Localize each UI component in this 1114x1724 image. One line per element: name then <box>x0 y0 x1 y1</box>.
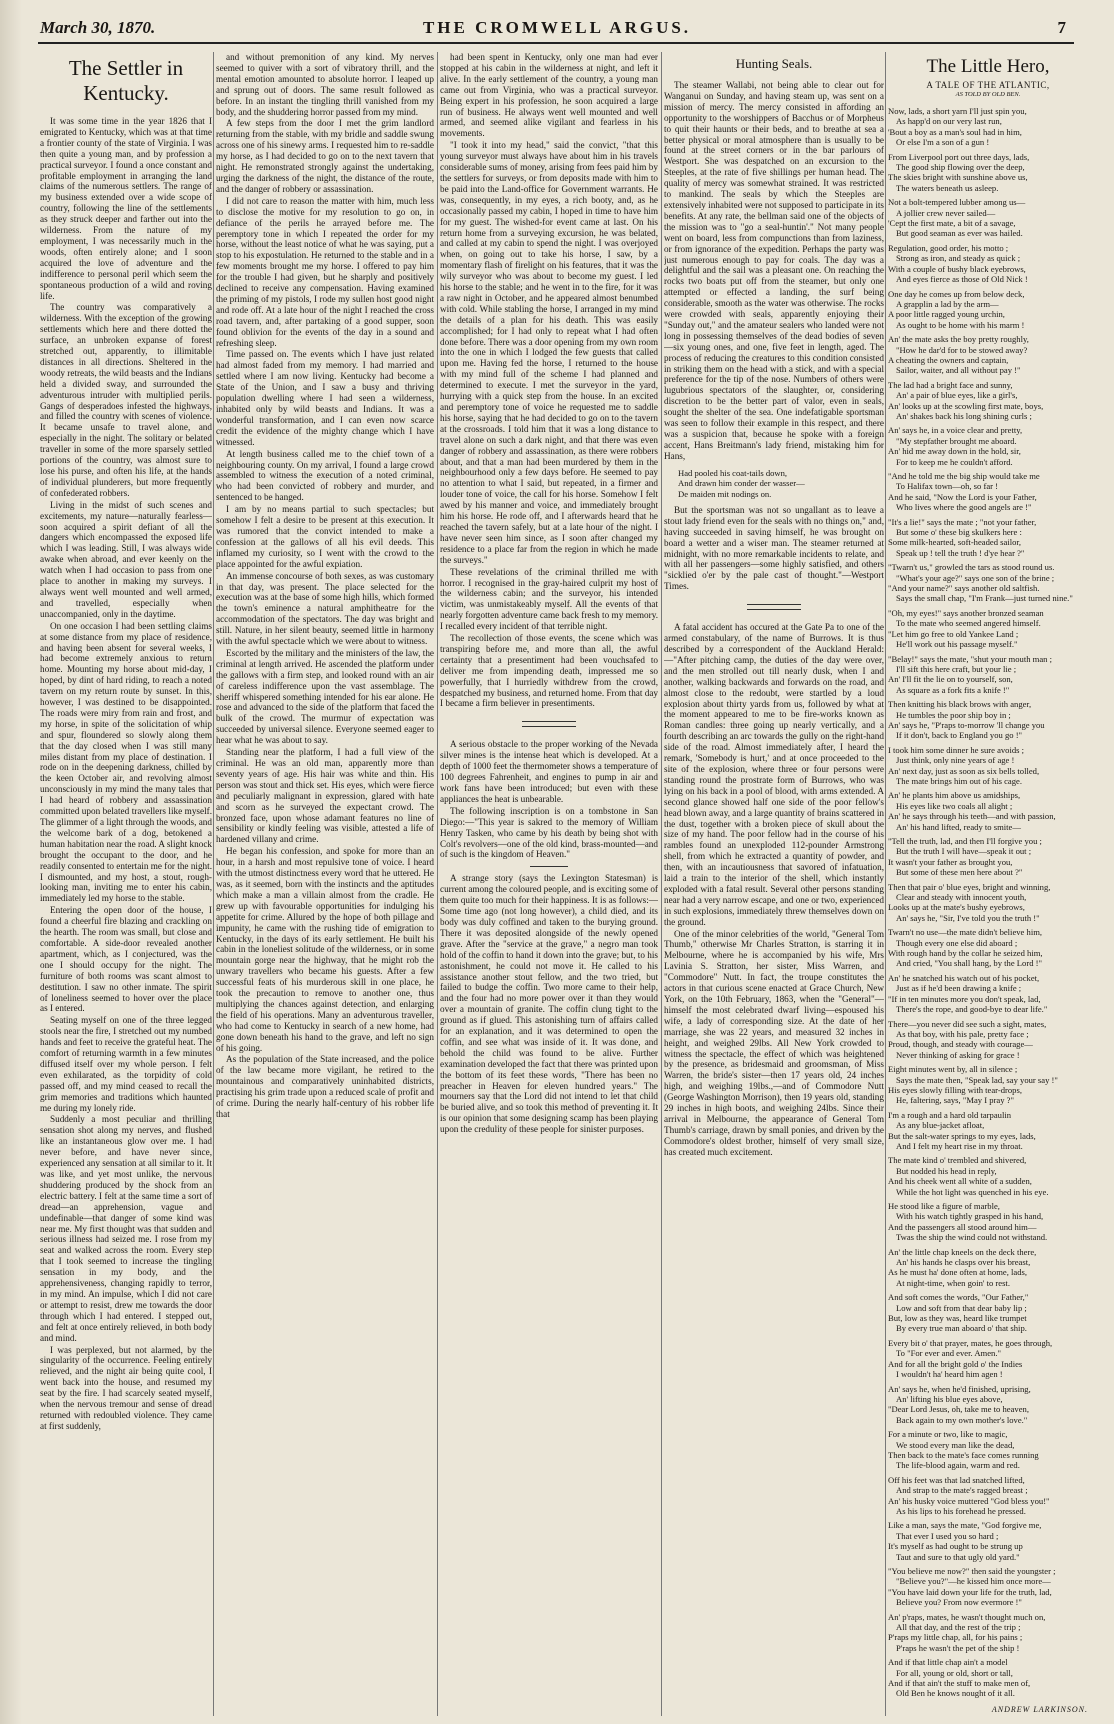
verse-line: And cried, "You shall hang, by the Lord !" <box>896 958 1043 969</box>
verse-line: An' lifting his blue eyes above, <box>896 1393 1003 1404</box>
verse-line: Eight minutes went by, all in silence ; <box>888 1064 1018 1075</box>
verse-line: Believe you? From now evermore !" <box>896 1597 1022 1608</box>
verse-line: There's the rope, and good-bye to dear life." <box>896 1004 1048 1015</box>
verse-line: At night-time, when goin' to rest. <box>896 1277 1010 1288</box>
verse-line: An' looks up at the scowling first mate, boys, <box>888 400 1044 411</box>
verse-line: Strong as iron, and steady as quick ; <box>896 253 1021 264</box>
poem-byline: AS TOLD BY OLD BEN. <box>955 91 1021 98</box>
seals-body <box>664 80 884 462</box>
paragraph: The following inscription is on a tombstone in San Diego:—"This year is sakred to the memory of William Henry Tasken, who came by his death by being shot with Colt's revolvers—one of the old kind, brass-mounted—and of such is the kingdom of Heaven." <box>440 805 658 860</box>
verse-line: "What's your age?" says one son of the brine ; <box>896 572 1055 583</box>
verse-line: Though every one else did aboard ; <box>896 937 1018 948</box>
stanza <box>888 790 1088 832</box>
stanza <box>888 1110 1088 1152</box>
verse-line: The skies bright with sunshine above us, <box>888 172 1028 183</box>
verse-line: If it don't, back to England you go !" <box>896 730 1023 741</box>
column-rule <box>661 52 662 1716</box>
poem-body <box>888 106 1088 1699</box>
stanza <box>888 334 1088 376</box>
stanza <box>888 243 1088 285</box>
verse-line: I wouldn't ha' heard him agen ! <box>896 1369 1003 1380</box>
verse-line: For to keep me he couldn't afford. <box>896 456 1013 467</box>
verse-line: Or else I'm a son of a gun ! <box>896 137 990 148</box>
verse-line: We stood every man like the dead, <box>896 1439 1015 1450</box>
verse-line: Every bit o' that prayer, mates, he goes through, <box>888 1337 1053 1348</box>
verse-line: I'll sift this here craft, but your lie ; <box>896 663 1017 674</box>
short-rule <box>530 866 568 867</box>
verse-line: And for all the bright gold o' the Indies <box>888 1358 1023 1369</box>
paragraph: At length business called me to the chief town of a neighbouring county. On my arrival, I found a large crowd assembled to witness the execution of a noted criminal, who had been convicted of robbery and murder, and sentenced to be hanged. <box>216 448 434 503</box>
stanza <box>888 1384 1088 1426</box>
verse-line: An' a pair of blue eyes, like a girl's, <box>896 390 1018 401</box>
verse-line: "Oh, my eyes!" says another bronzed seaman <box>888 607 1044 618</box>
paragraph: On one occasion I had been settling claims at some distance from my place of residence, and having been absent for several weeks, I had become extremely anxious to return home. Mounting my horse about mid-day, I hoped, by dint of hard riding, to reach a noted tavern on my return route by sunset. In this, however, I was destined to be disappointed. The roads were miry from rain and frost, and my horse, in spite of the solicitation of whip and spur, floundered so slowly along them that the day closed when I was still many miles distant from my place of destination. I rode on in the deepening darkness, chilled by the keen October air, and revolving almost unconsciously in my mind the many tales that I had heard of robbery and assassination committed upon belated travellers like myself. The glimmer of a light through the woods, and the welcome bark of a dog, betokened a human habitation near the road. A slight knock brought the occupant to the door, and he readily consented to entertain me for the night. I dismounted, and my host, a stout, rough-looking man, inviting me to enter his cabin, immediately led my horse to the stable. <box>40 620 212 904</box>
verse-line: An' his husky voice muttered "God bless you!" <box>888 1495 1050 1506</box>
verse-line: To "For ever and ever. Amen." <box>896 1348 1001 1359</box>
stanza <box>888 1019 1088 1061</box>
stanza <box>888 106 1088 148</box>
verse-line: Regulation, good order, his motto ; <box>888 242 1009 253</box>
verse-line: Who lives where the good angels are !" <box>896 502 1032 513</box>
verse-line: But some o' these big skulkers here : <box>896 527 1022 538</box>
verse-line: Sailor, waiter, and all without pay !" <box>896 365 1021 376</box>
verse-line: Now, lads, a short yarn I'll just spin you, <box>888 106 1027 116</box>
paragraph: The country was comparatively a wilderness. With the exception of the growing settlements which here and there dotted the surface, an unbroken expanse of forest stretched out, apparently, to illimitable distances in all directions. Sheltered in the woody retreats, the wild beasts and the Indians held a divided sway, and surrounded the adventurous intruder with multiplied perils. Gangs of desperadoes infested the highways, and filled the country with scenes of violence. It became unsafe to travel alone, and especially in the night. The solitary or belated traveller in some of the more sparsely settled portions of the country, was almost sure to lose his purse, and often his life, at the hands of individual plunderers, but more frequently of confederated robbers. <box>40 302 212 498</box>
story-title-settler: The Settler in Kentucky. <box>68 56 184 105</box>
verse-line: And drawn him conder der wasser— <box>678 478 805 489</box>
verse-line: Not a bolt-tempered lubber among us— <box>888 197 1026 208</box>
verse-line: An' the little chap kneels on the deck there, <box>888 1246 1037 1257</box>
paragraph: The steamer Wallabi, not being able to clear out for Wanganui on Sunday, and having steam up, was sent on a mission of mercy. The mercy consisted in affording an opportunity to the worshippers of Bacchus or of Morpheus to quit their haunts or their beds, and to breathe at sea a better physical or moral atmosphere than is usually to be found at the street corners or in the bar parlours of Westport. She was despatched on an excursion to the Steeples, at the rate of five shillings per human head. The quality of mercy was somewhat strained. It was restricted to mankind. The seals by which the Steeples are extensively inhabited were not supposed to participate in its benefits. At any rate, the bellman said one of the objects of the mission was to "go a seal-huntin'." Not many people went on board, less from compunctions than from laziness, or from ignorance of the expedition. Perhaps the party was just numerous enough to pay for coals. The day was a delightful and the sail was a pleasant one. On reaching the rocks two boats put off from the steamer, but only one attempted or effected a landing, the surf being considerable, smooth as the water was otherwise. The rocks were crowded with seals, apparently enjoying their "Sunday out," and the amateur sealers who landed were not long in possessing themselves of the dead bodies of seven—six young ones, and one, five feet in length, aged. The process of reducing the creatures to this condition consisted in striking them on the head with a stick, and with a special preference for the tip of the nose. Numbers of others were lugubrious spectators of the slaughter, or, considering discretion to be the better part of valor, even in seals, sought the shelter of the sea. One indefatigable sportsman was seen to follow their example in this respect, and there was a suspicion that, because he spoke with a foreign accent, Hans Breitmann's lady friend, mistaking him for Hans, <box>664 80 884 461</box>
stanza <box>888 471 1088 513</box>
paragraph: The recollection of those events, the scene which was transpiring before me, and more than all, the awful certainty that a presentiment had been vouchsafed to deliver me from impending death, impressed me so powerfully, that I hurriedly withdrew from the crowd, despatched my business, and returned home. From that day I became a firm believer in presentiments. <box>440 633 658 709</box>
verse-line: His eyes slowly filling with tear-drops, <box>888 1084 1022 1095</box>
verse-line: An' p'raps, mates, he wasn't thought much on, <box>888 1611 1046 1622</box>
verse-line: Just as if he'd been drawing a knife ; <box>896 983 1022 994</box>
column-1 <box>40 52 212 1716</box>
verse-line: By every true man aboard o' that ship. <box>896 1323 1027 1334</box>
verse-line: "And your name?" says another old saltfish. <box>888 583 1040 594</box>
nevada-item <box>440 739 658 860</box>
verse-line: The waters beneath us asleep. <box>896 182 999 193</box>
stanza <box>888 973 1088 1015</box>
verse-line: An' says he, "Sir, I've told you the truth !" <box>896 912 1040 923</box>
verse-line: It's myself as had ought to be strung up <box>888 1541 1023 1552</box>
verse-line: As happ'd on our very last run, <box>896 116 1002 127</box>
paragraph: had been spent in Kentucky, only one man had ever stopped at his cabin in the wilderness at night, and left it alive. In the early settlement of the country, a young man came out from Virginia, who was a practical surveyor. Being expert in his profession, he soon acquired a large run of business. He always went well mounted and well armed, and seemed alike vigilant and fearless in his movements. <box>440 52 658 139</box>
paragraph: An immense concourse of both sexes, as was customary in that day, was present. The place selected for the execution was at the base of some high hills, which formed the town's eminence a natural amphitheatre for the accommodation of the spectators. The day was bright and still. Nature, in her silent beauty, seemed little in harmony with the awful spectacle which we were about to witness. <box>216 570 434 647</box>
verse-line: "My stepfather brought me aboard. <box>896 435 1017 446</box>
poem-title: The Little Hero, <box>926 56 1050 77</box>
verse-line: I'm a rough and a hard old tarpaulin <box>888 1109 1012 1120</box>
stanza <box>888 1566 1088 1608</box>
verse-line: P'raps he wasn't the pet of the ship ! <box>896 1642 1020 1653</box>
seals-verse <box>678 468 884 499</box>
verse-line: From Liverpool port out three days, lads, <box>888 151 1030 162</box>
issue-date: March 30, 1870. <box>40 18 156 37</box>
verse-line: A cheating the owners and captain, <box>888 354 1009 365</box>
verse-line: An' he snatched his watch out of his pocket, <box>888 972 1040 983</box>
verse-line: An' I'll fit the lie on to yourself, son, <box>888 674 1013 685</box>
verse-line: That ever I used you so hard ; <box>896 1530 999 1541</box>
verse-line: All that day, and the rest of the trip ; <box>896 1622 1021 1633</box>
verse-line: "Twarn't us," growled the tars as stood round us. <box>888 562 1055 573</box>
verse-line: An' he says through his teeth—and with passion, <box>888 811 1056 822</box>
paragraph: A few steps from the door I met the grim landlord returning from the stable, with my bridle and saddle swung across one of his sinewy arms. I requested him to re-saddle my horse, as I had decided to go on to the next tavern that night. He remonstrated strongly against the undertaking, urging the darkness of the night, the distance of the route, and the danger of robbery or assassination. <box>216 118 434 194</box>
verse-line: An' says he, "P'raps to-morrow 'll change you <box>888 719 1045 730</box>
verse-line: As his lips to his forehead he pressed. <box>896 1505 1026 1516</box>
paragraph: Suddenly a most peculiar and thrilling sensation shot along my nerves, and flushed like an instantaneous glow over me. I had never before, and have never since, experienced any sensation at all similar to it. It was like, and yet most unlike, the nervous shuddering produced by the shock from an electric battery. I felt at the same time a sort of dread—an apprehension, vague and undefinable—that danger of some kind was near me. My first thought was that sudden and serious illness had seized me. I rose from my seat and walked across the room. Every step that I took seemed to increase the tingling sensation in my body, and the apprehensiveness, changing rapidly to terror, in my mind. An impulse, which I did not care or attempt to resist, drew me towards the door through which I had entered. I stepped out, and felt at once entirely relieved, in both body and mind. <box>40 1114 212 1343</box>
lexington-item <box>440 873 658 1135</box>
paragraph: Entering the open door of the house, I found a cheerful fire blazing and crackling on the hearth. The room was small, but close and comfortable. A side-door revealed another apartment, which, as I conjectured, was the one I should occupy for the night. The furniture of both rooms was scant almost to destitution. I saw no other inmate. The spirit of loneliness seemed to hover over the place as I entered. <box>40 905 212 1014</box>
verse-line: As he must ha' done often at home, lads, <box>888 1267 1028 1278</box>
stanza <box>888 1612 1088 1654</box>
settler-continued <box>216 52 434 1120</box>
paragraph: Escorted by the military and the ministers of the law, the criminal at length arrived. He ascended the platform under the gallows with a firm step, and looked round with an air of careless indifference upon the vast assemblage. The sheriff whispered something intended for his ear alone. He rose and advanced to the side of the platform that faced the bulk of the crowd. The murmur of expectation was succeeded by universal silence. Everyone seemed eager to hear what he was about to say. <box>216 647 434 746</box>
verse-line: A jollier crew never sailed— <box>896 207 996 218</box>
stanza <box>888 1201 1088 1243</box>
paragraph: He began his confession, and spoke for more than an hour, in a harsh and most repulsive tone of voice. I heard with the utmost distinctness every word that he uttered. He was, as it seemed, born with the instincts and the aptitudes which make a man a villain almost from the cradle. He grew up with favourable opportunities for indulging his appetite for crime. Allured by the hope of both pillage and impunity, he came with the rushing tide of emigration to Kentucky, in the days of its early settlement. He built his cabin in the loneliest solitude of the wilderness, or in some mountain gorge near the highway, that he might rob the unwary travellers who became his guests. After a few successful feats of his murderous skill in one place, he took the precaution to remove to another one, thus multiplying the chances against detection, and enlarging the field of his operations. Many an adventurous traveller, who had come to Kentucky in search of a new home, had gone down beneath his hand to the grave, and left no sign of his going. <box>216 846 434 1053</box>
column-4 <box>664 52 884 1716</box>
verse-line: Then knitting his black brows with anger, <box>888 699 1032 710</box>
verse-line: An' hid me away down in the hold, sir, <box>888 446 1021 457</box>
verse-line: "If in ten minutes more you don't speak, lad, <box>888 993 1041 1004</box>
poem-subtitle: A TALE OF THE ATLANTIC, <box>926 80 1050 90</box>
stanza <box>888 152 1088 194</box>
stanza <box>888 1064 1088 1106</box>
verse-line: The mate brings him out of his cage. <box>896 775 1023 786</box>
verse-line: An' his hand lifted, ready to smite— <box>896 821 1021 832</box>
masthead-rule <box>38 42 1074 44</box>
section-break <box>522 721 576 727</box>
verse-line: But some of these men here about ?" <box>896 867 1023 878</box>
verse-line: An' next day, just as soon as six bells tolled, <box>888 765 1040 776</box>
verse-line: But, low as they was, heard like trumpet <box>888 1313 1027 1324</box>
verse-line: De maiden mit nodings on. <box>678 488 772 499</box>
verse-line: To the mate who seemed angered himself. <box>896 618 1041 629</box>
stanza <box>888 562 1088 604</box>
verse-line: His eyes like two coals all alight ; <box>896 800 1013 811</box>
stanza <box>888 654 1088 696</box>
stanza <box>888 1657 1088 1699</box>
verse-line: And eyes fierce as those of Old Nick ! <box>896 274 1028 285</box>
verse-line: An' shakes back his long shining curls ; <box>896 410 1032 421</box>
verse-line: "Tell the truth, lad, and then I'll forgive you ; <box>888 836 1042 846</box>
stanza <box>888 836 1088 878</box>
verse-line: A grapplin a lad by the arm— <box>896 298 999 309</box>
column-5 <box>888 52 1088 1716</box>
verse-line: While the hot light was quenched in his eye. <box>896 1186 1049 1197</box>
verse-line: He stood like a figure of marble, <box>888 1201 1000 1211</box>
stanza <box>888 745 1088 787</box>
verse-line: Off his feet was that lad snatched lifted, <box>888 1474 1025 1485</box>
verse-line: "Believe you?"—he kissed him once more— <box>896 1576 1051 1587</box>
verse-line: Clear and steady with innocent youth, <box>896 892 1027 903</box>
verse-line: Then back to the mate's face comes running <box>888 1449 1039 1460</box>
verse-line: The lad had a bright face and sunny, <box>888 379 1013 390</box>
paragraph: "I took it into my head," said the convict, "that this young surveyor must always have about him in his travels considerable sums of money, arising from fees paid him by the settlers for surveys, or from deposits made with him to be paid into the Land-office for Government warrants. He was, consequently, in my eyes, a rich booty, and, as he occasionally passed my cabin, I hoped in time to have him for my guest. The wished-for event came at last. On his return home from a surveying excursion, he was belated, and called at my cabin to spend the night. I was overjoyed when, on going out to take his horse, I saw, by a momentary flash of firelight on his features, that it was the wily surveyor who was about to become my guest. I led his horse to the stable; and he went in to the fire, for it was a raw night in October, and he appeared almost benumbed with cold. While stabling the horse, I arranged in my mind the details of a plan for his death. This was easily accomplished; for I had only to repeat what I had often done before. There was a door opening from my own room into the one in which I lodged the few guests that called upon me. Having fed the horse, I returned to the house with my mind full of the scheme I had planned and determined to execute. I met the surveyor in the yard, hurrying with a quick step from the house. In an excited and peremptory tone of voice he requested me to saddle his horse, saying that he had decided to go on to the tavern at the crossroads. I told him that it was a long distance to travel alone on such a dark night, and that there was even danger of robbery and assassination, as there were robbers about, and that a man had been murdered by them in the neighbourhood only a few days before. He seemed to pay no attention to what I said, but repeated, in a firmer and louder tone of voice, the call for his horse. Somehow I felt awed by his manner and voice, and immediately brought him his horse. He rode off, and I afterwards heard that he reached the tavern safely, but at a late hour of the night. I have never seen him since, as I soon after changed my residence to a place far from the region in which he made the surveys." <box>440 140 658 565</box>
verse-line: "You have laid down your life for the truth, lad, <box>888 1586 1052 1597</box>
verse-line: But the truth I will have—speak it out ; <box>896 846 1032 857</box>
verse-line: And he said, "Now the Lord is your Father, <box>888 491 1037 502</box>
paragraph: A fatal accident has occured at the Gate Pa to one of the armed constabulary, of the name of Burrows. It is thus described by a correspondent of the Auckland Herald:—"After pitching camp, the duties of the day were over, and the men strolled out till nearly dusk, when I and another, walking backwards and forwards on the road, and almost close to the redoubt, were startled by a loud explosion about thirty yards from us, followed by what at the moment appeared to me to be fire-works known as Roman candles: three going up nearly vertically, and a fourth describing an arc towards the gully on the right-hand side of the road. Almost immediately after, I heard the remark, 'Somebody is hurt,' and at once proceeded to the site of the explosion, where three or four persons were standing round the prostrate form of Burrows, who was lying on his back in a pool of blood, with arms extended. A second glance showed half one side of the poor fellow's head blown away, and a large quantity of brains scattered in the dust, together with a broken piece of skull about the size of my hand. The poor fellow had in the course of his rambles found an unexploded 112-pounder Armstrong shell, from which he extracted a quantity of powder, and then, with an incautiousness that savored of infatuation, laid a train to the interior of the shell, which instantly exploded with a fatal result. Several other persons standing near had a very narrow escape, and one or two, experienced in such explosions, immediately threw themselves down on the ground. <box>664 622 884 927</box>
paragraph: It was some time in the year 1826 that I emigrated to Kentucky, which was at that time a frontier county of the state of Virginia. I was then quite a young man, and by profession a practical surveyor. I found a once constant and profitable employment in arranging the land claims of the numerous settlers. The range of my business extended over a wide scope of country, following the line of the settlements as they struck deeper and farther out into the wilderness. From the nature of my employment, I was necessarily much in the woods, often entirely alone; and I soon acquired the love of adventure and the indifference to personal peril which seem the spontaneous production of a wild and roving life. <box>40 116 212 301</box>
verse-line: And strap to the mate's ragged breast ; <box>896 1485 1028 1496</box>
verse-line: Then that pair o' blue eyes, bright and winning, <box>888 881 1051 892</box>
seals-closing: But the sportsman was not so ungallant as to leave a stout lady friend even for the seals with no things on," and, having succeeded in saving himself, he was brought on board a wetter and a wiser man. The steamer returned at midnight, with no more remarkable incidents to relate, and with all her passengers—some highly satisfied, and others "sicklied o'er by the pale cast of thought."—Westport Times. <box>664 504 884 592</box>
section-break <box>747 604 801 610</box>
verse-line: Looks up at the mate's bushy eyebrows, <box>888 902 1025 913</box>
verse-line: He tumbles the poor ship boy in ; <box>896 709 1011 720</box>
verse-line: "And he told me the big ship would take me <box>888 471 1040 481</box>
verse-line: For a minute or two, like to magic, <box>888 1429 1008 1440</box>
verse-line: Twas the ship the wind could not withstand. <box>896 1232 1048 1243</box>
verse-line: He, faltering, says, "May I pray ?" <box>896 1095 1014 1106</box>
verse-line: As any blue-jacket afloat, <box>896 1120 985 1131</box>
paragraph: I was perplexed, but not alarmed, by the singularity of the occurrence. Feeling entirely relieved, and the night air being quite cool, I went back into the house, and resumed my seat by the fire. I had scarcely seated myself, when the nervous tremour and sense of dread returned with redoubled violence. They came at first suddenly, <box>40 1344 212 1431</box>
verse-line: An' the mate asks the boy pretty roughly, <box>888 334 1029 345</box>
paragraph: and without premonition of any kind. My nerves seemed to quiver with a sort of vibratory thrill, and the mental emotion amounted to absolute horror. I leaped up and sprung out of doors. The same result followed as before. In an instant the tingling thrill vanished from my body, and the shuddering horror passed from my mind. <box>216 52 434 117</box>
verse-line: Says the mate then, "Speak lad, say your say !" <box>896 1074 1058 1085</box>
column-rule <box>885 52 886 1716</box>
verse-line: And if that little chap ain't a model <box>888 1657 1008 1668</box>
verse-line: P'raps my little chap, all, for his pains ; <box>888 1632 1023 1643</box>
verse-line: "Belay!" says the mate, "shut your mouth man ; <box>888 653 1052 664</box>
paragraph: Living in the midst of such scenes and excitements, my nature—naturally fearless—soon acquired a spirit defiant of all the dangers which encompassed the exposed life which I was leading. Still, I was always wide awake when abroad, and ever keenly on the watch when I had occasion to pass from one place to another in making my surveys. I always went well mounted and well armed, and travelled, especially when unaccompanied, only in the daytime. <box>40 499 212 619</box>
verse-line: An' says he, in a voice clear and pretty, <box>888 425 1023 436</box>
verse-line: The mate kind o' trembled and shivered, <box>888 1155 1027 1166</box>
column-3 <box>440 52 658 1716</box>
verse-line: But nodded his head in reply, <box>896 1165 997 1176</box>
stanza <box>888 608 1088 650</box>
stanza <box>888 1520 1088 1562</box>
verse-line: With a couple of bushy black eyebrows, <box>888 263 1026 274</box>
verse-line: But the salt-water springs to my eyes, lads, <box>888 1130 1036 1141</box>
verse-line: Twarn't no use—the mate didn't believe him, <box>888 927 1043 938</box>
poem-signature: ANDREW LARKINSON. <box>991 1704 1088 1714</box>
verse-line: As ought to be home with his marm ! <box>896 319 1025 330</box>
verse-line: Low and soft from that dear baby lip ; <box>896 1302 1027 1313</box>
stanza <box>888 380 1088 422</box>
paragraph: As the population of the State increased, and the police of the law became more vigilant, he retired to the mountainous and comparatively uninhabited districts, practising his grim trade upon a reduced scale of profit and of crime. During the nearly half-century of his robber life that <box>216 1054 434 1119</box>
stanza <box>888 517 1088 559</box>
verse-line: Never thinking of asking for grace ! <box>896 1049 1020 1060</box>
verse-line: To Halifax town—oh, so far ! <box>896 481 999 492</box>
verse-line: He'll work out his passage myself." <box>896 639 1018 650</box>
verse-line: "Let him go free to old Yankee Land ; <box>888 628 1019 639</box>
stanza <box>888 882 1088 924</box>
column-rule <box>213 52 214 1716</box>
verse-line: As that boy, with his pale, pretty face ; <box>896 1028 1029 1039</box>
column-rule <box>437 52 438 1716</box>
verse-line: The good ship flowing over the deep, <box>896 162 1025 173</box>
paragraph: These revelations of the criminal thrilled me with horror. I recognised in the gray-haired culprit my host of the wilderness cabin; and the surveyor, his intended victim, was unmistakeably myself. All the events of that nearly forgotten adventure came back fresh to my memory. I recalled every incident of that terrible night. <box>440 566 658 632</box>
stanza <box>888 1155 1088 1197</box>
verse-line: Just think, only nine years of age ! <box>896 755 1015 766</box>
verse-line: Back again to my own mother's love." <box>896 1414 1028 1425</box>
verse-line: Some milk-hearted, soft-headed sailor, <box>888 537 1022 548</box>
stanza <box>888 927 1088 969</box>
settler-body <box>40 116 212 1432</box>
verse-line: An' says he, when he'd finished, uprising, <box>888 1383 1031 1394</box>
stanza <box>888 289 1088 331</box>
verse-line: The life-blood again, warm and red. <box>896 1460 1020 1471</box>
verse-line: An' his hands he clasps over his breast, <box>896 1257 1031 1268</box>
verse-line: "It's a lie!" says the mate ; "not your father, <box>888 516 1037 527</box>
paragraph: A strange story (says the Lexington Statesman) is current among the coloured people, and is exciting some of them quite too much for their happiness. It is as follows:—Some time ago (not long however), a child died, and its body was duly coffined and taken to the burying ground. There it was deposited alongside of the newly opened grave. After the "service at the grave," a negro man took hold of the coffin to hand it down into the grave; but, to his astonishment, he could not move it. He called to his assistance another stout fellow, and the two tried, but failed to budge the coffin. Two more came to their help, and the four had no more power over it than they would over a mountain of granite. The coffin clung tight to the ground as if glued. This astonishing turn of affairs called for an explanation, and it was determined to open the coffin, and see what was inside of it. It was done, and behold the child was found to be alive. Further examination developed the fact that there was printed upon the bottom of its feet these words, "There has been no preacher in Heaven for eleven hundred years." The mourners say that the Lord did not intend to let that child be buried alive, and so took this method of preventing it. It is our opinion that some designing scamp has been playing upon the credulity of these people for sinister purposes. <box>440 873 658 1135</box>
column-2 <box>216 52 434 1716</box>
verse-line: Old Ben he knows nought of it all. <box>896 1688 1015 1699</box>
verse-line: And soft comes the words, "Our Father," <box>888 1292 1029 1303</box>
verse-line: Had pooled his coat-tails down, <box>678 467 788 478</box>
stanza <box>888 1429 1088 1471</box>
page-number: 7 <box>1057 18 1066 37</box>
settler-conclusion <box>440 52 658 709</box>
stanza <box>888 1338 1088 1380</box>
paragraph: I am by no means partial to such spectacles; but somehow I felt a desire to be present at this execution. It was rumored that the convict intended to make a confession at the gallows of all his evil deeds. This inflamed my curiosity, so I went with the crowd to the place appointed for the awful expiation. <box>216 504 434 569</box>
story-title-seals: Hunting Seals. <box>735 56 813 71</box>
page-fold-shadow <box>0 0 22 1724</box>
stanza <box>888 1475 1088 1517</box>
verse-line: But good seaman as ever was hailed. <box>896 228 1023 239</box>
verse-line: Taut and sure to that ugly old yard." <box>896 1551 1020 1562</box>
stanza <box>888 699 1088 741</box>
paragraph: Seating myself on one of the three legged stools near the fire, I stretched out my numbed hands and feet to receive the grateful heat. The comfort of returning warmth in a few minutes diffused itself over my whole person. I felt even exhilarated, as the torpidity of cold passed off, and my mind ceased to recall the grim memories and traditions which haunted me during my lonely ride. <box>40 1015 212 1113</box>
verse-line: 'Bout a boy as a man's soul had in him, <box>888 126 1022 137</box>
verse-line: Proud, though, and steady with courage— <box>888 1039 1033 1050</box>
verse-line: A poor little ragged young urchin, <box>888 309 1005 320</box>
verse-line: Like a man, says the mate, "God forgive me, <box>888 1520 1042 1531</box>
verse-line: And if that ain't the stuff to make men of, <box>888 1678 1031 1689</box>
gate-pa-item <box>664 622 884 1157</box>
verse-line: Says the small chap, "I'm Frank—just turned nine." <box>896 593 1073 604</box>
verse-line: "You believe me now?" then said the youngster ; <box>888 1566 1056 1576</box>
stanza <box>888 425 1088 467</box>
verse-line: I took him some dinner he sure avoids ; <box>888 744 1025 755</box>
paragraph: One of the minor celebrities of the world, "General Tom Thumb," otherwise Mr Charles Stratton, is starring it in Melbourne, where he is accompanied by his wife, Mrs Lavinia S. Stratton, her sister, Miss Warren, and "Commodore" Nutt. In fact, the troupe constitutes the actors in that curious scene enacted at Grace Church, New York, on the 10th February, 1863, when the "General"—himself the most celebrated dwarf living—espoused his wife, a lady of corresponding size. At the date of her marriage, she was 22 years, and measured 32 inches in height, and weighed 29lbs. All New York crowded to witness the spectacle, the effect of which was heightened by the presence, as bridesmaid and groomsman, of Miss Warren, the bride's sister—then 17 years old, 24 inches high, and weighing 19lbs.,—and of Commodore Nutt (George Washington Morrison), then 19 years old, standing 29 inches in high boots, and weighing 24lbs. Since their arrival in Melbourne, the appearance of General Tom Thumb's carriage, drawn by small ponies, and driven by the Commodore's oldest brother, himself of very small size, has created much excitement. <box>664 928 884 1157</box>
paragraph: A serious obstacle to the proper working of the Nevada silver mines is the intense heat which is developed. At a depth of 1000 feet the thermometer shows a temperature of 100 degrees Fahrenheit, and engines to pump in air and work fans have been introduced; but even with these appliances the heat is unbearable. <box>440 739 658 804</box>
verse-line: An' he plants him above us amidships, <box>888 790 1021 801</box>
verse-line: It wasn't your father as brought you, <box>888 856 1013 867</box>
stanza <box>888 197 1088 239</box>
masthead <box>0 0 1114 46</box>
verse-line: With rough hand by the collar he seized him, <box>888 948 1043 959</box>
stanza <box>888 1292 1088 1334</box>
verse-line: And the passengers all stood around him— <box>888 1221 1037 1232</box>
verse-line: 'Cept the first mate, a bit of a savage, <box>888 218 1016 229</box>
verse-line: Speak up ! tell the truth ! d'ye hear ?" <box>896 547 1025 558</box>
paragraph: Time passed on. The events which I have just related had almost faded from my memory. I had married and settled where I am now living. Kentucky had become a State of the Union, and I saw a busy and thriving population dwelling where I had seen a wilderness, inhabited only by wild beasts and Indians. It was a wonderful transformation, and I can even now scarce credit the evidence of the mighty change which I have witnessed. <box>216 349 434 447</box>
paragraph: Standing near the platform, I had a full view of the criminal. He was an old man, apparently more than seventy years of age. His hair was white and thin. His person was stout and thick set. His eyes, which were fierce and peculiarly malignant in expression, glared with hate and scorn as he surveyed the expectant crowd. The bronzed face, upon whose adamant features no line of sensibility or kindly feeling was visible, attested a life of hardened villany and crime. <box>216 747 434 845</box>
verse-line: And I felt my heart rise in my throat. <box>896 1140 1023 1151</box>
paragraph: I did not care to reason the matter with him, much less to disclose the motive for my resolution to go on, in defiance of the perils he arrayed before me. The peremptory tone in which I repeated the order for my horse, without the least notice of what he was saying, put a stop to his expostulation. He returned to the stable and in a few moments brought me my horse. I offered to pay him for the trouble I had given, but he sharply and positively declined to receive any compensation. Having examined the priming of my pistols, I rode my sullen host good night and rode off. At a late hour of the night I reached the cross road tavern, and, after partaking of a good supper, soon found oblivion for the events of the day in a sound and refreshing sleep. <box>216 195 434 348</box>
verse-line: For all, young or old, short or tall, <box>896 1667 1013 1678</box>
newspaper-title: THE CROMWELL ARGUS. <box>422 18 692 37</box>
stanza <box>888 1247 1088 1289</box>
verse-line: And his cheek went all white of a sudden, <box>888 1176 1032 1187</box>
verse-line: One day he comes up from below deck, <box>888 288 1025 299</box>
verse-line: "How he dar'd for to be stowed away? <box>896 344 1028 355</box>
verse-line: With his watch tightly grasped in his hand, <box>896 1211 1044 1222</box>
verse-line: As square as a fork fits a knife !" <box>896 684 1010 695</box>
verse-line: "Dear Lord Jesus, oh, take me to heaven, <box>888 1404 1029 1415</box>
verse-line: There—you never did see such a sight, mates, <box>888 1018 1047 1029</box>
